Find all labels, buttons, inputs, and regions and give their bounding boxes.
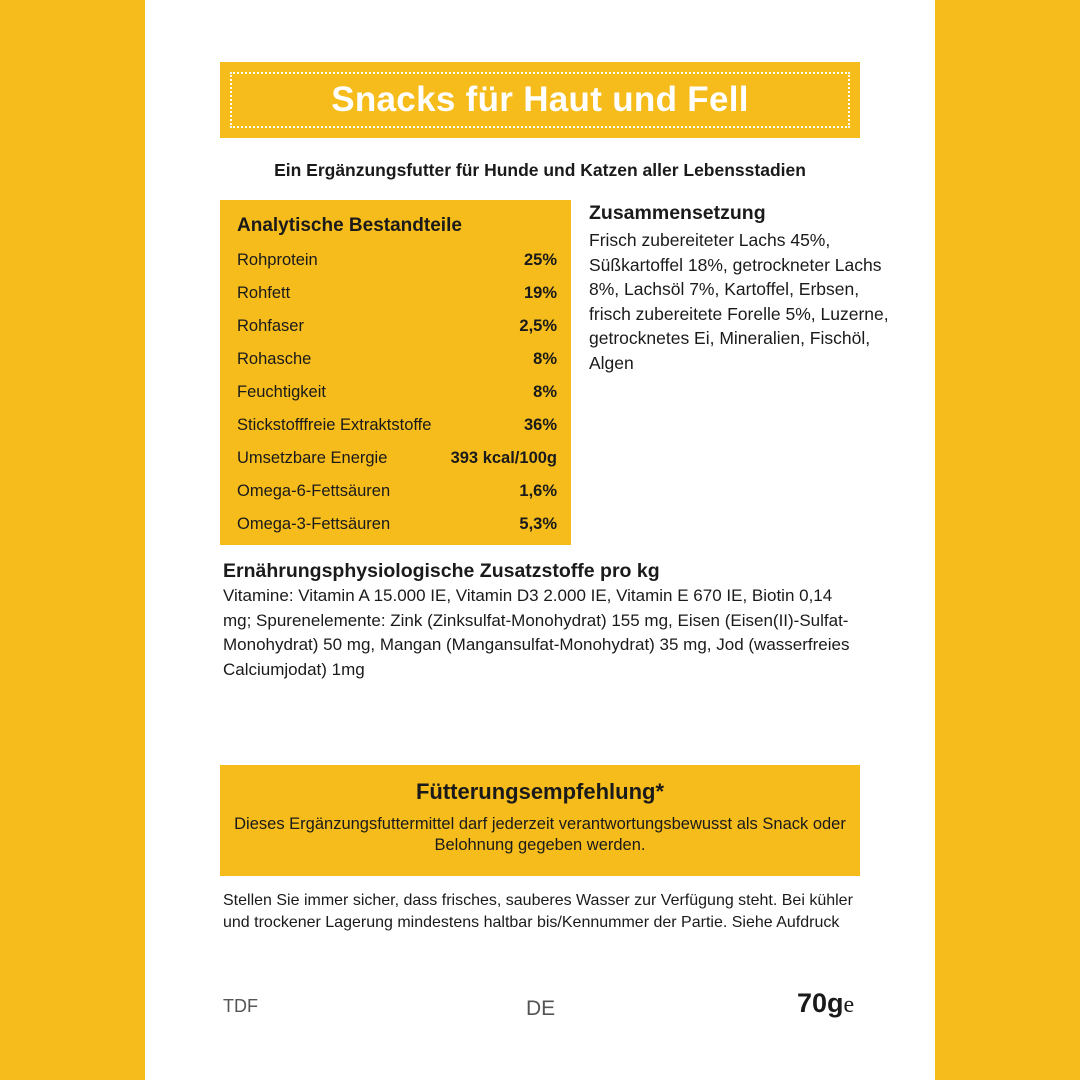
analytics-label: Rohfaser bbox=[237, 317, 304, 335]
feeding-title: Fütterungsempfehlung* bbox=[415, 779, 665, 804]
analytics-label: Stickstofffreie Extraktstoffe bbox=[237, 416, 432, 434]
additives-title: Ernährungsphysiologische Zusatzstoffe pro kg bbox=[223, 560, 660, 582]
composition-title: Zusammensetzung bbox=[589, 202, 766, 224]
analytics-value: 8% bbox=[533, 383, 557, 401]
composition-text: Frisch zubereiteter Lachs 45%, Süßkartoffel 18%, getrockneter Lachs 8%, Lachsöl 7%, Kartoffel, Erbsen, frisch zubereitete Forelle 5%, Luzerne, getrocknetes Ei, Mineralien, Fischöl, Algen bbox=[589, 230, 889, 373]
net-weight-value: 70g bbox=[797, 988, 844, 1018]
analytics-value: 5,3% bbox=[519, 515, 557, 533]
feeding-box bbox=[220, 765, 860, 876]
analytics-value: 36% bbox=[523, 416, 557, 434]
footer-country: DE bbox=[526, 997, 556, 1020]
analytics-value: 1,6% bbox=[519, 482, 557, 500]
analytics-label: Omega-3-Fettsäuren bbox=[237, 515, 391, 533]
product-subtitle: Ein Ergänzungsfutter für Hunde und Katzen aller Lebensstadien bbox=[274, 160, 806, 180]
footer-code: TDF bbox=[223, 996, 258, 1016]
analytics-row bbox=[237, 244, 557, 277]
analytics-value: 19% bbox=[523, 284, 557, 302]
title-banner bbox=[220, 62, 860, 138]
net-weight bbox=[797, 988, 854, 1019]
storage-note: Stellen Sie immer sicher, dass frisches, sauberes Wasser zur Verfügung steht. Bei kühler und trockener Lagerung mindestens haltbar bis/Kennummer der Partie. Siehe Aufdruck bbox=[223, 892, 853, 931]
analytics-box bbox=[220, 200, 571, 545]
analytics-value: 2,5% bbox=[519, 317, 557, 335]
estimated-e-mark: e bbox=[843, 992, 855, 1018]
analytics-label: Feuchtigkeit bbox=[237, 383, 326, 401]
analytics-row bbox=[237, 277, 557, 310]
analytics-title: Analytische Bestandteile bbox=[237, 215, 462, 236]
analytics-row bbox=[237, 376, 557, 409]
analytics-value: 25% bbox=[523, 251, 557, 269]
analytics-label: Umsetzbare Energie bbox=[237, 449, 388, 467]
title-banner-dotted-frame bbox=[230, 72, 850, 128]
analytics-label: Rohasche bbox=[237, 350, 312, 368]
analytics-row bbox=[237, 442, 557, 475]
analytics-row bbox=[237, 475, 557, 508]
analytics-row bbox=[237, 409, 557, 442]
analytics-value: 393 kcal/100g bbox=[450, 449, 557, 467]
analytics-row bbox=[237, 310, 557, 343]
analytics-value: 8% bbox=[533, 350, 557, 368]
composition-section bbox=[589, 202, 889, 375]
analytics-label: Omega-6-Fettsäuren bbox=[237, 482, 391, 500]
feeding-text: Dieses Ergänzungsfuttermittel darf jederzeit verantwortungsbewusst als Snack oder Belohnung gegeben werden. bbox=[234, 815, 846, 854]
additives-text: Vitamine: Vitamin A 15.000 IE, Vitamin D3 2.000 IE, Vitamin E 670 IE, Biotin 0,14 mg; Spurenelemente: Zink (Zinksulfat-Monohydrat) 155 mg, Eisen (Eisen(II)-Sulfat-Monohydrat) 50 mg, Mangan (Mangansulfat-Monohydrat) 35 mg, Jod (wasserfreies Calciumjodat) 1mg bbox=[223, 586, 850, 679]
analytics-row bbox=[237, 508, 557, 541]
additives-section bbox=[223, 560, 863, 682]
analytics-label: Rohprotein bbox=[237, 251, 318, 269]
label-page bbox=[145, 0, 935, 1080]
analytics-row bbox=[237, 343, 557, 376]
page-title: Snacks für Haut und Fell bbox=[331, 80, 749, 119]
analytics-label: Rohfett bbox=[237, 284, 291, 302]
